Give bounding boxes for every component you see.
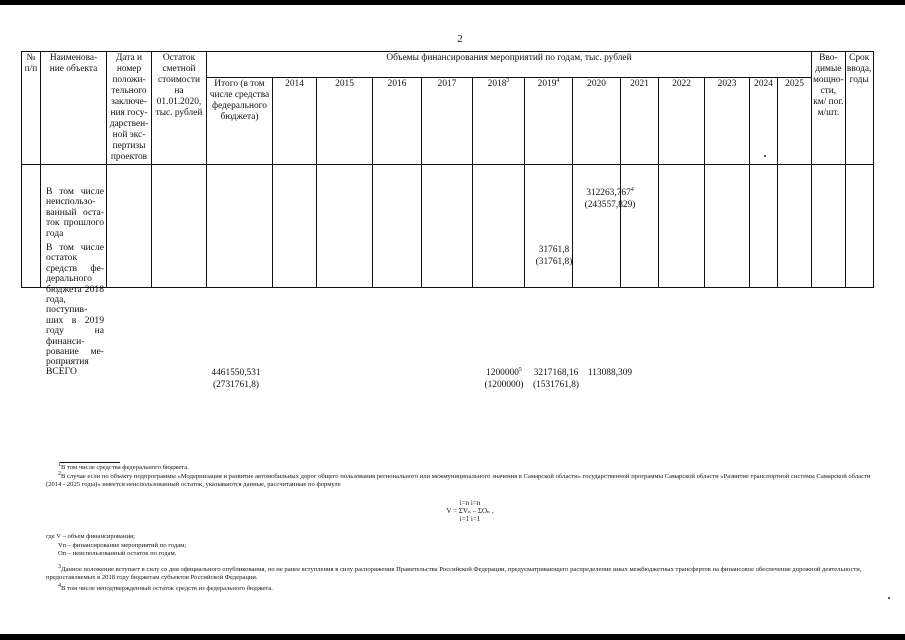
header-year: 2025 bbox=[778, 77, 812, 164]
header-year: 2015 bbox=[317, 77, 373, 164]
formula-expression: V = ΣVₙ – ΣOₙ , bbox=[446, 507, 494, 515]
footnote-vn: Vn – финансирование мероприятий по годам; bbox=[58, 542, 187, 549]
formula bbox=[420, 499, 520, 523]
header-term: Срок ввода, годы bbox=[845, 52, 873, 165]
footnote-4: $^4$В том числе неподтвержденный остаток средств из федерального бюджета. bbox=[58, 582, 273, 592]
table-blank-row bbox=[22, 165, 874, 288]
cell-2019-total: 3217168,16 (1531761,8) bbox=[532, 368, 580, 390]
header-year: 2020 bbox=[573, 77, 621, 164]
header-year: 2024 bbox=[750, 77, 778, 164]
header-year: 2021 bbox=[621, 77, 659, 164]
footnote-3: $^3$Данное положение вступает в силу со дня официального опубликования, но не ранее вступления в силу распоряжения Правительства Российской Федерации, предусматривающего распределение иных межбюджетных трансфертов на финансовое обеспечение дорожной деятельности, предоставляемых в 2018 году бюджетам субъектов Российской Федерации. bbox=[46, 563, 862, 581]
header-num: № п/п bbox=[22, 52, 41, 165]
scan-speck bbox=[764, 155, 766, 157]
row-label-federal-balance: В том числе остаток средств фе- дерального бюджета 2018 года, поступив- ших в 2019 году на финанси- рование ме- роприятия bbox=[46, 242, 104, 368]
funding-table bbox=[21, 51, 874, 288]
header-expertise: Дата и номер положи- тельного заключе- ния госу- дарствен- ной экс- пертизы проектов bbox=[107, 52, 152, 165]
formula-upper-limits: i=n i=n bbox=[459, 499, 481, 507]
header-funding-group: Объемы финансирования мероприятий по годам, тыс. рублей bbox=[207, 52, 812, 78]
footnote-2: $^2$В случае если по объекту подпрограммы «Модернизация и развитие автомобильных дорог общего пользования регионального или межмуниципального значения в Самарской области» государственной программы Самарской области «Развитие транспортной системы Самарской области (2014 - 2025 годы)» имеется неиспользованный остаток, указываются данные, рассчитанные по формуле bbox=[46, 470, 871, 488]
header-year: 2018$^3$ bbox=[473, 77, 525, 164]
header-year: 2016 bbox=[373, 77, 422, 164]
footnote-on: On – неиспользованный остаток по годам. bbox=[58, 550, 177, 557]
cell-2018-total: 1200000$^5$ (1200000) bbox=[484, 366, 524, 390]
header-year: 2022 bbox=[659, 77, 705, 164]
header-year: 2017 bbox=[422, 77, 473, 164]
row-label-unused-balance: В том числе неиспользо- ванный оста- ток прошлого года bbox=[46, 186, 104, 239]
page-number: 2 bbox=[457, 33, 463, 45]
header-capacity: Вво- димые мощно- сти, км/ пог. м/шт. bbox=[812, 52, 846, 165]
cell-2020-total: 113088,309 bbox=[587, 368, 633, 378]
scan-bottom-edge bbox=[0, 634, 905, 640]
cell-2020-unused: 312263,767$^4$ (243557,829) bbox=[584, 186, 636, 210]
footnote-mark: 3 bbox=[506, 77, 510, 84]
cell-2019-federal-balance: 31761,8 (31761,8) bbox=[535, 245, 573, 267]
scan-speck bbox=[888, 597, 890, 599]
header-name: Наименова- ние объекта bbox=[41, 52, 107, 165]
footnote-where: где V – объем финансирования; bbox=[46, 533, 135, 540]
header-balance: Остаток сметной стоимости на 01.01.2020, тыс. рублей bbox=[152, 52, 207, 165]
footnote-mark: 4 bbox=[630, 186, 634, 193]
cell-total-sum: 4461550,531 (2731761,8) bbox=[211, 368, 261, 390]
header-total: Итого (в том числе средства федерального бюджета) bbox=[207, 77, 273, 164]
footnote-rule bbox=[60, 462, 120, 463]
scan-top-edge bbox=[0, 0, 905, 5]
footnote-mark: 5 bbox=[518, 366, 522, 373]
row-label-total: ВСЕГО bbox=[46, 366, 77, 377]
header-year: 2014 bbox=[273, 77, 317, 164]
footnote-mark: 4 bbox=[556, 77, 560, 84]
header-year: 2023 bbox=[705, 77, 750, 164]
footnote-1: $^1$В том числе средства федерального бюджета. bbox=[58, 461, 189, 471]
header-year: 2019$^4$ bbox=[525, 77, 573, 164]
formula-lower-limits: i=1 i=1 bbox=[459, 515, 481, 523]
